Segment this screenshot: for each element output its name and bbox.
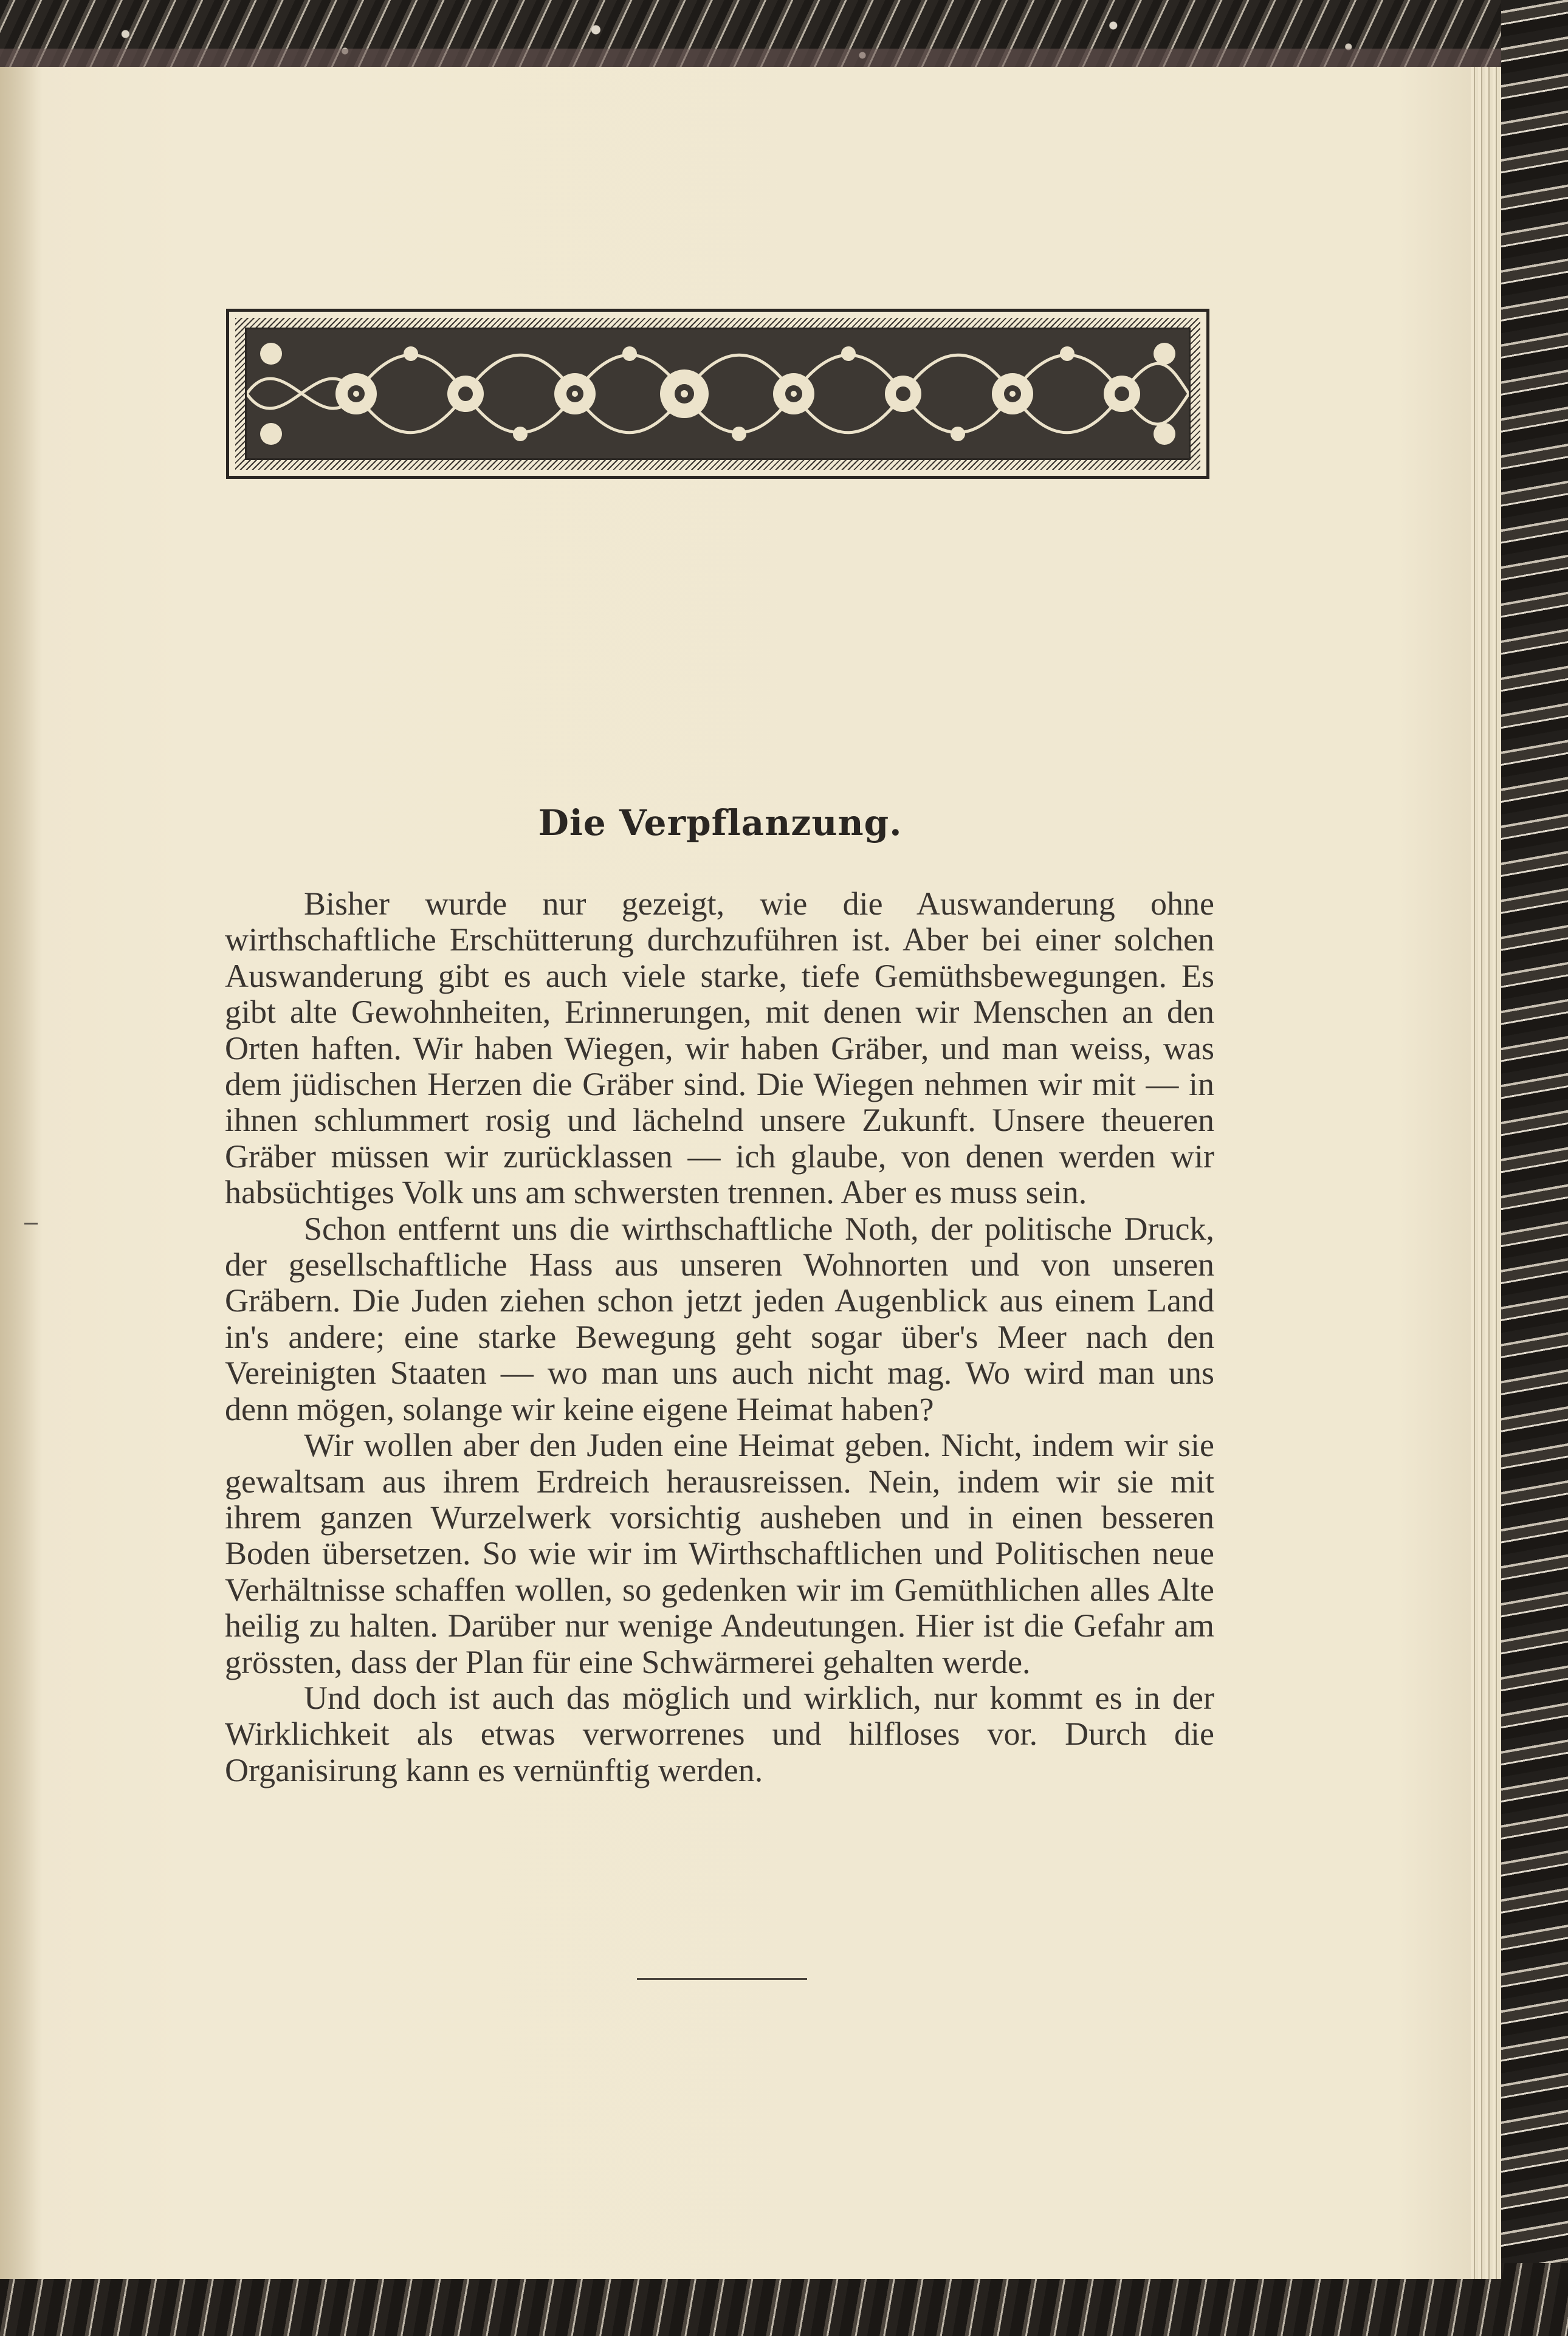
paragraph: Bisher wurde nur gezeigt, wie die Auswanderung ohne wirthschaftliche Erschütterung durchzuführen ist. Aber bei einer solchen Auswanderung gibt es auch viele starke, tiefe Gemüthsbewegungen. Es gibt alte Gewohnheiten, Erinnerungen, mit denen wir Menschen an den Orten haften. Wir haben Wiegen, wir haben Gräber, und man weiss, was dem jüdischen Herzen die Gräber sind. Die Wiegen nehmen wir mit — in ihnen schlummert rosig und lächelnd unsere Zukunft. Unsere theueren Gräber müssen wir zurücklassen — ich glaube, von denen werden wir habsüchtiges Volk uns am schwersten trennen. Aber es muss sein.: [225, 885, 1214, 1211]
chapter-body: [225, 886, 1214, 1788]
page-gutter-shadow: [0, 67, 43, 2279]
book-cover-right-edge: [1501, 0, 1568, 2336]
chapter-title: Die Verpflanzung.: [538, 802, 903, 843]
closing-rule-icon: [637, 1978, 807, 1980]
headpiece-floral-panel: [245, 328, 1191, 460]
paragraph: Und doch ist auch das möglich und wirklich, nur kommt es in der Wirklichkeit als etwas verworrenes und hilfloses vor. Durch die Organisirung kann es vernünftig werden.: [225, 1679, 1214, 1788]
floral-headpiece-icon: [226, 309, 1209, 479]
margin-mark: [24, 1223, 38, 1225]
page-block-edges: [1471, 67, 1501, 2279]
floral-pattern-icon: [247, 329, 1189, 458]
paragraph: Schon entfernt uns die wirthschaftliche Noth, der politische Druck, der gesellschaftliche Hass aus unseren Wohnorten und von unseren Gräbern. Die Juden ziehen schon jetzt jeden Augenblick aus einem Land in's andere; eine starke Bewegung geht sogar über's Meer nach den Vereinigten Staaten — wo man uns auch nicht mag. Wo wird man uns denn mögen, solange wir keine eigene Heimat haben?: [225, 1210, 1214, 1427]
paragraph: Wir wollen aber den Juden eine Heimat geben. Nicht, indem wir sie gewaltsam aus ihrem Erdreich herausreissen. Nein, indem wir sie mit ihrem ganzen Wurzelwerk vorsichtig ausheben und in einen besseren Boden übersetzen. So wie wir im Wirthschaftlichen und Politischen neue Verhältnisse schaffen wollen, so gedenken wir im Gemüthlichen alles Alte heilig zu halten. Darüber nur wenige Andeutungen. Hier ist die Gefahr am grössten, dass der Plan für eine Schwärmerei gehalten werde.: [225, 1427, 1214, 1680]
